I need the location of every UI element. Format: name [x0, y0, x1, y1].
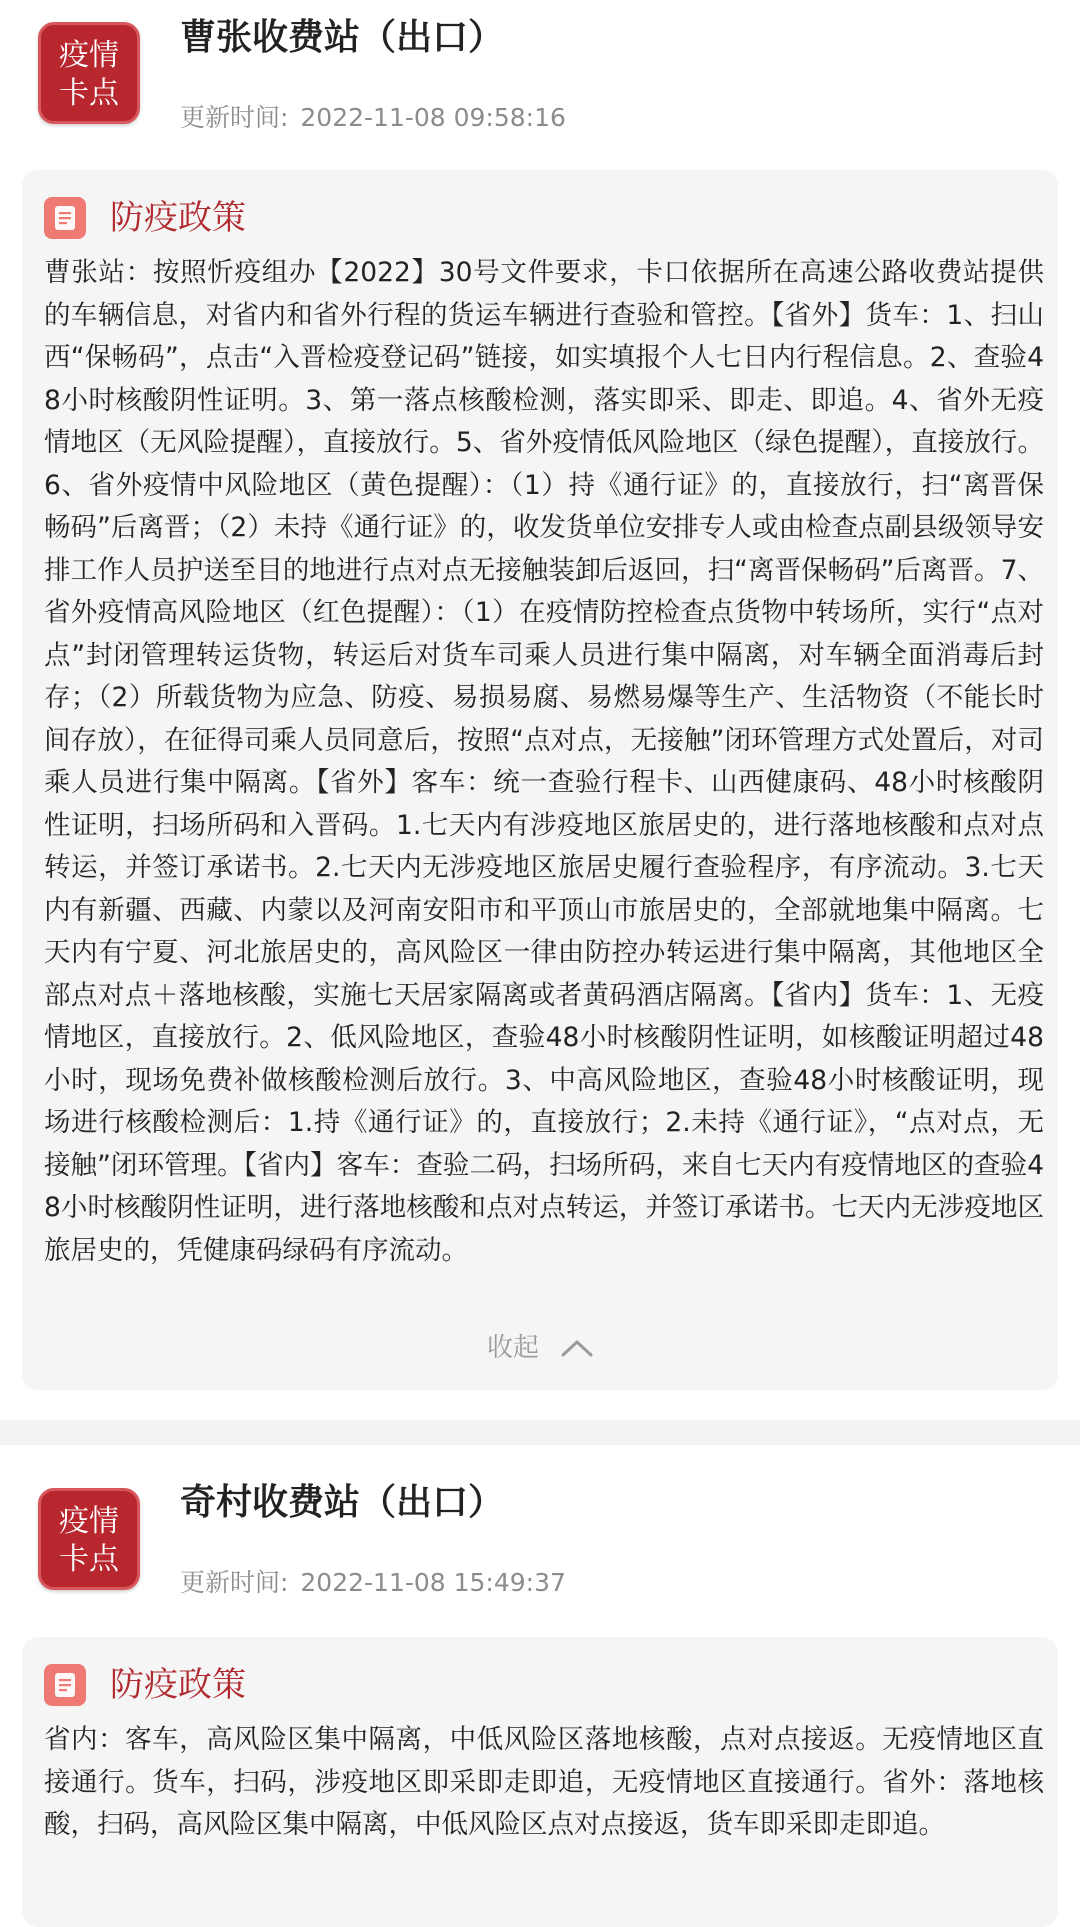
policy-header: [44, 196, 246, 240]
collapse-label: 收起: [486, 1333, 539, 1363]
update-time-label: 更新时间:: [180, 1568, 289, 1597]
chevron-up-icon: [561, 1338, 593, 1358]
policy-title: 防疫政策: [110, 198, 246, 238]
epidemic-checkpoint-badge: [38, 1488, 140, 1590]
policy-title: 防疫政策: [110, 1665, 246, 1705]
epidemic-checkpoint-badge: [38, 22, 140, 124]
update-time: [180, 101, 566, 135]
section-divider: [0, 1420, 1080, 1445]
policy-text: 省内：客车，高风险区集中隔离，中低风险区落地核酸，点对点接返。无疫情地区直接通行。货车，扫码，涉疫地区即采即走即追，无疫情地区直接通行。省外：落地核酸，扫码，高风险区集中隔离，中低风险区点对点接返，货车即采即走即追。: [44, 1724, 1044, 1840]
update-time-value: 2022-11-08 09:58:16: [300, 103, 566, 132]
document-icon: [44, 197, 86, 239]
station-name: 曹张收费站（出口）: [180, 17, 505, 58]
update-time-value: 2022-11-08 15:49:37: [300, 1568, 566, 1597]
collapse-button[interactable]: [22, 1328, 1058, 1368]
update-time: [180, 1566, 566, 1600]
policy-card: [22, 1637, 1058, 1927]
update-time-label: 更新时间:: [180, 103, 289, 132]
policy-header: [44, 1663, 246, 1707]
station-card: [0, 1445, 1080, 1901]
station-name: 奇村收费站（出口）: [180, 1482, 505, 1523]
badge-line-1: 疫情: [59, 38, 119, 73]
badge-line-1: 疫情: [59, 1504, 119, 1539]
badge-line-2: 卡点: [59, 76, 119, 111]
policy-card: [22, 170, 1058, 1390]
badge-line-2: 卡点: [59, 1542, 119, 1577]
policy-text: 曹张站：按照忻疫组办【2022】30号文件要求，卡口依据所在高速公路收费站提供的车辆信息，对省内和省外行程的货运车辆进行查验和管控。【省外】货车：1、扫山西“保畅码”，点击“入晋检疫登记码”链接，如实填报个人七日内行程信息。2、查验48小时核酸阴性证明。3、第一落点核酸检测，落实即采、即走、即追。4、省外无疫情地区（无风险提醒），直接放行。5、省外疫情低风险地区（绿色提醒），直接放行。6、省外疫情中风险地区（黄色提醒）：（1）持《通行证》的，直接放行，扫“离晋保畅码”后离晋；（2）未持《通行证》的，收发货单位安排专人或由检查点副县级领导安排工作人员护送至目的地进行点对点无接触装卸后返回，扫“离晋保畅码”后离晋。7、省外疫情高风险地区（红色提醒）：（1）在疫情防控检查点货物中转场所，实行“点对点”封闭管理转运货物，转运后对货车司乘人员进行集中隔离，对车辆全面消毒后封存；（2）所载货物为应急、防疫、易损易腐、易燃易爆等生产、生活物资（不能长时间存放），在征得司乘人员同意后，按照“点对点，无接触”闭环管理方式处置后，对司乘人员进行集中隔离。【省外】客车：统一查验行程卡、山西健康码、48小时核酸阴性证明，扫场所码和入晋码。1.七天内有涉疫地区旅居史的，进行落地核酸和点对点转运，并签订承诺书。2.七天内无涉疫地区旅居史履行查验程序，有序流动。3.七天内有新疆、西藏、内蒙以及河南安阳市和平顶山市旅居史的，全部就地集中隔离。七天内有宁夏、河北旅居史的，高风险区一律由防控办转运进行集中隔离，其他地区全部点对点＋落地核酸，实施七天居家隔离或者黄码酒店隔离。【省内】货车：1、无疫情地区，直接放行。2、低风险地区，查验48小时核酸阴性证明，如核酸证明超过48小时，现场免费补做核酸检测后放行。3、中高风险地区，查验48小时核酸证明，现场进行核酸检测后：1.持《通行证》的，直接放行；2.未持《通行证》，“点对点，无接触”闭环管理。【省内】客车：查验二码，扫场所码，来自七天内有疫情地区的查验48小时核酸阴性证明，进行落地核酸和点对点转运，并签订承诺书。七天内无涉疫地区旅居史的，凭健康码绿码有序流动。: [44, 257, 1044, 1266]
document-icon: [44, 1664, 86, 1706]
